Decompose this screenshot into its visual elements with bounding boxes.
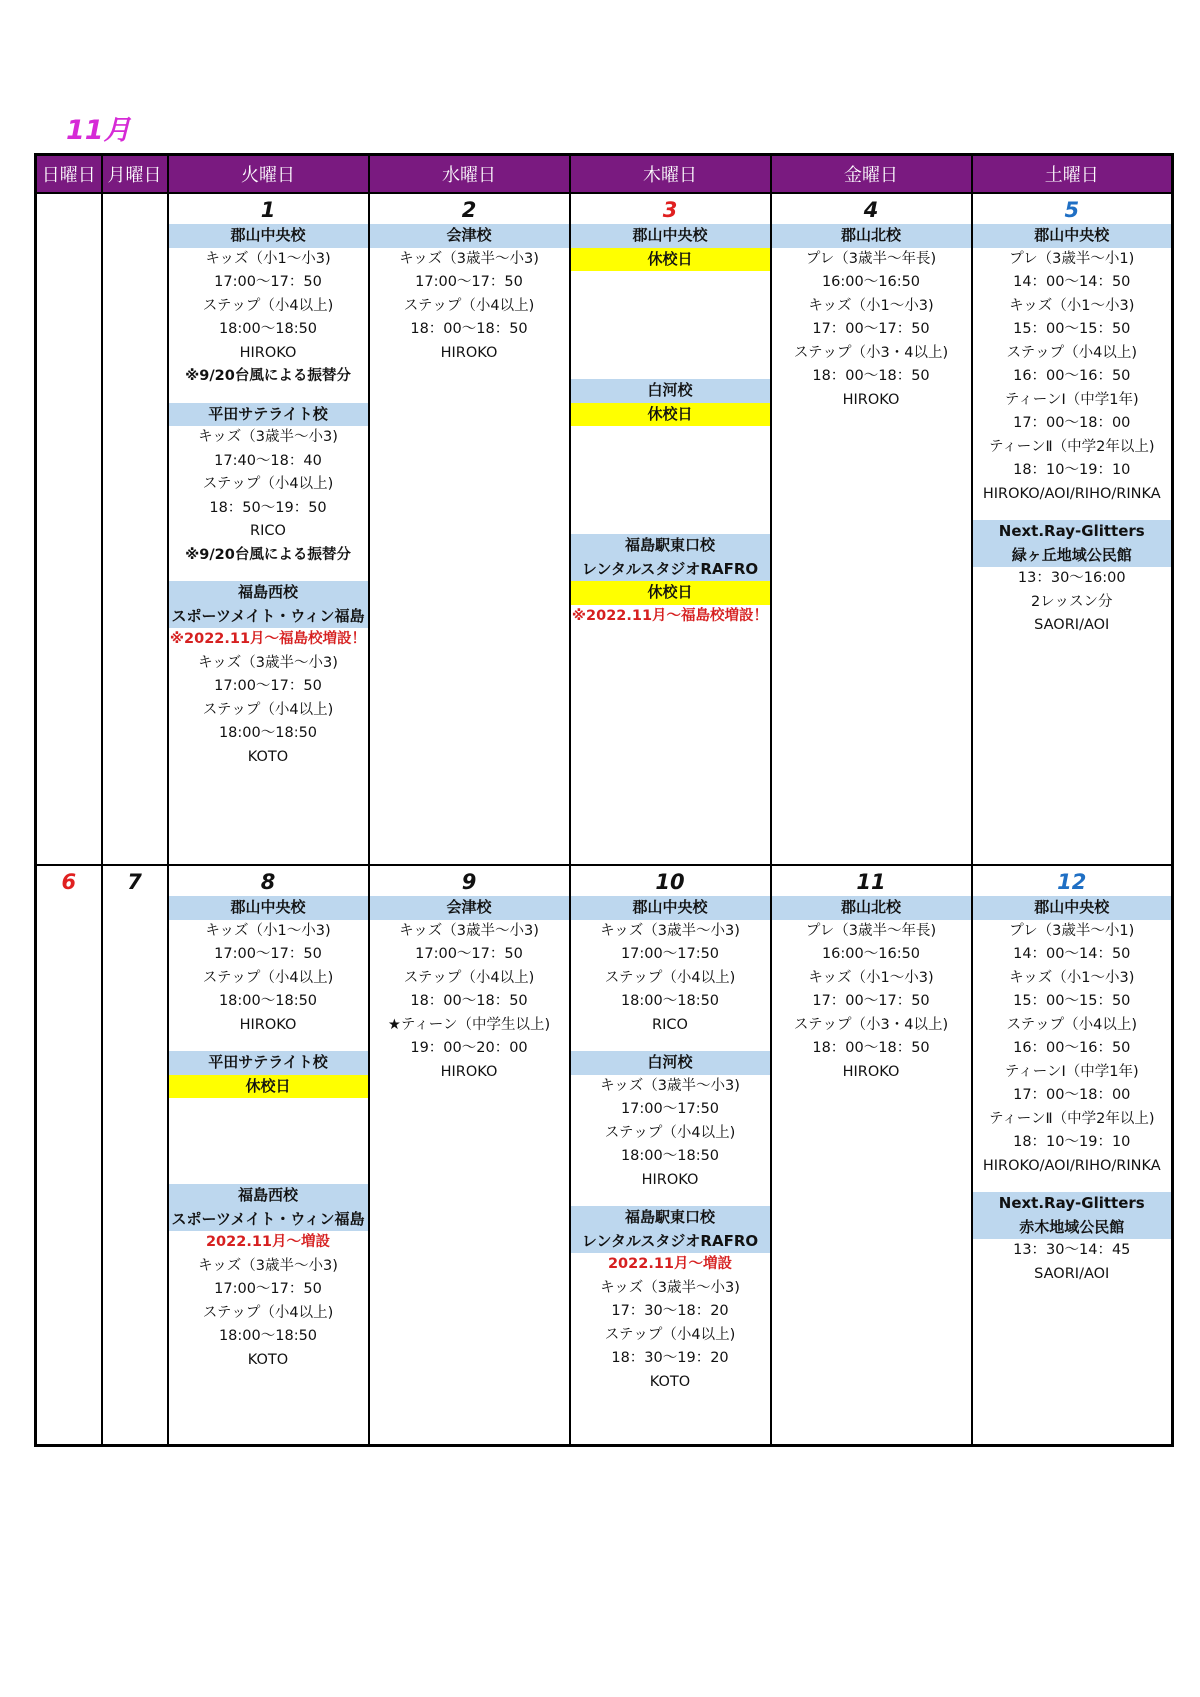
lesson-line: ティーンⅠ（中学1年) <box>1004 391 1139 408</box>
lesson-line: 18：10～19：10 <box>1013 462 1131 478</box>
lesson-line: HIROKO <box>440 344 498 361</box>
closed-day-label: 休校日 <box>571 248 770 272</box>
day-cell-sun <box>36 865 102 1446</box>
lesson-line: 19：00～20：00 <box>410 1040 528 1056</box>
day-cell-fri <box>771 865 972 1446</box>
lesson-line: 15：00～15：50 <box>1013 321 1131 337</box>
school-name: 赤木地域公民館 <box>973 1216 1172 1240</box>
lesson-line: 18:00～18:50 <box>218 725 318 741</box>
school-name: 郡山中央校 <box>973 224 1172 248</box>
day-number: 10 <box>655 870 685 894</box>
lesson-line: 17：00～18：00 <box>1013 1087 1131 1103</box>
lesson-line: 18：00～18：50 <box>410 321 528 337</box>
lesson-line: キッズ（小1～小3) <box>1009 297 1135 314</box>
lesson-line: 16:00～16:50 <box>821 274 921 290</box>
day-cell-wed <box>369 193 570 865</box>
school-block <box>169 1184 368 1372</box>
lesson-line: HIROKO/AOI/RIHO/RINKA <box>982 485 1161 502</box>
weekday-sunday: 日曜日 <box>36 155 102 194</box>
school-name: スポーツメイト・ウィン福島 <box>169 605 368 629</box>
lesson-line: 17:00～17:50 <box>620 1101 720 1117</box>
lesson-line: 17：00～18：00 <box>1013 415 1131 431</box>
lesson-line: 17:00～17：50 <box>415 946 523 962</box>
lesson-line: 15：00～15：50 <box>1013 993 1131 1009</box>
day-number: 6 <box>61 870 77 894</box>
lesson-line: 18:00～18:50 <box>218 1328 318 1344</box>
day-number: 11 <box>856 870 886 894</box>
lesson-line: 16:00～16:50 <box>821 946 921 962</box>
school-block <box>169 581 368 769</box>
lesson-line: ティーンⅡ（中学2年以上) <box>988 438 1155 455</box>
lesson-line: プレ（3歳半～年長) <box>805 922 937 939</box>
school-name: 白河校 <box>571 379 770 403</box>
lesson-line: 17:00～17:50 <box>620 946 720 962</box>
school-block <box>772 896 971 1084</box>
lesson-line: 18：00～18：50 <box>812 1040 930 1056</box>
day-cell-thu <box>570 193 771 865</box>
weekday-tuesday: 火曜日 <box>168 155 369 194</box>
lesson-line: 17:40～18：40 <box>214 452 322 469</box>
weekday-saturday: 土曜日 <box>972 155 1173 194</box>
lesson-line: 18：00～18：50 <box>812 368 930 384</box>
lesson-line: キッズ（小1～小3) <box>1009 969 1135 986</box>
day-cell-thu <box>570 865 771 1446</box>
day-number: 12 <box>1057 870 1087 894</box>
lesson-line: 18:00～18:50 <box>620 1148 720 1164</box>
school-block <box>973 520 1172 638</box>
day-number: 5 <box>1064 198 1080 222</box>
lesson-line: HIROKO/AOI/RIHO/RINKA <box>982 1157 1161 1174</box>
day-number: 9 <box>461 870 477 894</box>
lesson-line: 18：00～18：50 <box>410 993 528 1009</box>
lesson-line: 14：00～14：50 <box>1013 946 1131 962</box>
lesson-line: ステップ（小4以上) <box>403 969 535 986</box>
school-name: 福島西校 <box>169 581 368 605</box>
lesson-line: HIROKO <box>239 344 297 361</box>
expansion-notice: 2022.11月～増設 <box>607 1256 733 1272</box>
lesson-line: キッズ（小1～小3) <box>205 250 331 267</box>
school-name: Next.Ray-Glitters <box>973 520 1172 544</box>
weekday-wednesday: 水曜日 <box>369 155 570 194</box>
school-name: 福島西校 <box>169 1184 368 1208</box>
day-number: 8 <box>260 870 276 894</box>
lesson-line: 13：30～14：45 <box>1013 1242 1131 1258</box>
school-name: 郡山中央校 <box>169 896 368 920</box>
lesson-line: 17：00～17：50 <box>812 993 930 1009</box>
school-block <box>571 1206 770 1394</box>
lesson-line: キッズ（3歳半～小3) <box>600 1077 740 1094</box>
lesson-line: ステップ（小3・4以上) <box>793 1016 949 1033</box>
lesson-line: キッズ（小1～小3) <box>205 922 331 939</box>
expansion-notice: ※2022.11月～福島校増設！ <box>571 607 769 624</box>
lesson-line: プレ（3歳半～小1) <box>1009 922 1135 939</box>
lesson-line: KOTO <box>247 1351 289 1368</box>
school-block <box>571 1051 770 1192</box>
day-cell-tue <box>168 193 369 865</box>
day-cell-sat <box>972 193 1173 865</box>
school-block <box>973 1192 1172 1286</box>
lesson-line: 13：30～16:00 <box>1017 570 1126 586</box>
day-cell-fri <box>771 193 972 865</box>
school-name: 郡山中央校 <box>571 896 770 920</box>
weekday-monday: 月曜日 <box>102 155 168 194</box>
lesson-line: 17:00～17：50 <box>415 274 523 290</box>
school-name: 郡山中央校 <box>571 224 770 248</box>
lesson-line: 17:00～17：50 <box>214 1281 322 1297</box>
lesson-line: RICO <box>250 523 286 539</box>
lesson-line: 18：10～19：10 <box>1013 1134 1131 1150</box>
lesson-line: ステップ（小4以上) <box>604 969 736 986</box>
school-block <box>169 403 368 568</box>
lesson-line: 16：00～16：50 <box>1013 368 1131 384</box>
lesson-line: 18：30～19：20 <box>611 1350 729 1366</box>
school-name: 平田サテライト校 <box>169 403 368 427</box>
weekday-header-row <box>36 155 1173 194</box>
lesson-line: HIROKO <box>842 391 900 408</box>
lesson-line: 18:00～18:50 <box>620 993 720 1009</box>
lesson-line: HIROKO <box>641 1171 699 1188</box>
lesson-line: ステップ（小4以上) <box>1006 1016 1138 1033</box>
school-block <box>370 896 569 1084</box>
lesson-line: 18:00～18:50 <box>218 321 318 337</box>
school-block <box>571 896 770 1037</box>
day-number: 4 <box>863 198 879 222</box>
closed-day-label: 休校日 <box>571 581 770 605</box>
lesson-line: ステップ（小4以上) <box>202 701 334 718</box>
school-name: スポーツメイト・ウィン福島 <box>169 1208 368 1232</box>
lesson-line: ティーンⅡ（中学2年以上) <box>988 1110 1155 1127</box>
lesson-line: ステップ（小4以上) <box>202 969 334 986</box>
lesson-line: RICO <box>652 1016 688 1033</box>
school-block <box>571 534 770 628</box>
lesson-line: キッズ（3歳半～小3) <box>600 1279 740 1296</box>
lesson-line: 18：50～19：50 <box>209 499 327 516</box>
lesson-line: プレ（3歳半～小1) <box>1009 250 1135 267</box>
lesson-line: ティーンⅠ（中学1年) <box>1004 1063 1139 1080</box>
expansion-notice: 2022.11月～増設 <box>205 1234 331 1250</box>
lesson-line: KOTO <box>247 748 289 765</box>
lesson-line: ステップ（小4以上) <box>604 1124 736 1141</box>
school-block <box>169 1051 368 1098</box>
day-cell-sat <box>972 865 1173 1446</box>
month-title: 11月 <box>66 115 131 146</box>
lesson-line: 16：00～16：50 <box>1013 1040 1131 1056</box>
school-block <box>370 224 569 365</box>
school-name: 平田サテライト校 <box>169 1051 368 1075</box>
lesson-line: キッズ（小1～小3) <box>808 297 934 314</box>
school-name: 郡山北校 <box>772 224 971 248</box>
lesson-line: キッズ（3歳半～小3) <box>399 250 539 267</box>
lesson-line: ステップ（小4以上) <box>1006 344 1138 361</box>
school-block <box>169 224 368 389</box>
weekday-friday: 金曜日 <box>771 155 972 194</box>
lesson-line: 2レッスン分 <box>1030 593 1113 610</box>
school-block <box>571 379 770 426</box>
school-name: 緑ヶ丘地域公民館 <box>973 544 1172 568</box>
day-cell-sun <box>36 193 102 865</box>
lesson-line: 14：00～14：50 <box>1013 274 1131 290</box>
school-name: レンタルスタジオRAFRO <box>571 558 770 582</box>
lesson-line: ステップ（小4以上) <box>202 297 334 314</box>
lesson-line: ステップ（小4以上) <box>202 476 334 492</box>
schedule-calendar <box>34 153 1174 1447</box>
school-name: 郡山北校 <box>772 896 971 920</box>
day-number: 1 <box>260 198 276 222</box>
lesson-line: キッズ（3歳半～小3) <box>600 922 740 939</box>
lesson-line: キッズ（3歳半～小3) <box>198 1257 338 1274</box>
day-number: 7 <box>127 870 142 894</box>
lesson-line: KOTO <box>649 1373 691 1390</box>
lesson-line: プレ（3歳半～年長) <box>805 250 937 267</box>
day-cell-mon <box>102 865 168 1446</box>
expansion-notice: ※2022.11月～福島校増設！ <box>169 631 367 647</box>
lesson-line: ステップ（小4以上) <box>403 297 535 314</box>
week-row-2 <box>36 865 1173 1446</box>
lesson-line: キッズ（3歳半～小3) <box>198 429 338 445</box>
lesson-line: ステップ（小3・4以上) <box>793 344 949 361</box>
day-cell-tue <box>168 865 369 1446</box>
lesson-line: HIROKO <box>842 1063 900 1080</box>
lesson-line: HIROKO <box>239 1016 297 1033</box>
school-name: 会津校 <box>370 224 569 248</box>
day-cell-wed <box>369 865 570 1446</box>
closed-day-label: 休校日 <box>571 403 770 427</box>
lesson-line: SAORI/AOI <box>1034 1265 1110 1282</box>
day-number <box>103 194 167 224</box>
lesson-line: HIROKO <box>440 1063 498 1080</box>
day-cell-mon <box>102 193 168 865</box>
lesson-line: ステップ（小4以上) <box>202 1304 334 1321</box>
week-row-1 <box>36 193 1173 865</box>
school-name: 郡山中央校 <box>973 896 1172 920</box>
lesson-line: 17:00～17：50 <box>214 274 322 290</box>
lesson-line: 18:00～18:50 <box>218 993 318 1009</box>
school-block <box>772 224 971 412</box>
lesson-line: キッズ（3歳半～小3) <box>198 654 338 671</box>
school-name: 会津校 <box>370 896 569 920</box>
closed-day-label: 休校日 <box>169 1075 368 1099</box>
lesson-line: ステップ（小4以上) <box>604 1326 736 1343</box>
lesson-line: キッズ（3歳半～小3) <box>399 922 539 939</box>
lesson-line: 17:00～17：50 <box>214 678 322 694</box>
makeup-note: ※9/20台風による振替分 <box>185 368 351 384</box>
school-name: Next.Ray-Glitters <box>973 1192 1172 1216</box>
lesson-line: ★ティーン（中学生以上) <box>387 1016 551 1033</box>
school-name: 福島駅東口校 <box>571 534 770 558</box>
day-number: 2 <box>461 198 477 222</box>
school-name: 白河校 <box>571 1051 770 1075</box>
makeup-note: ※9/20台風による振替分 <box>185 546 351 563</box>
school-block <box>973 896 1172 1178</box>
school-block <box>973 224 1172 506</box>
lesson-line: 17：30～18：20 <box>611 1303 729 1319</box>
school-block <box>169 896 368 1037</box>
lesson-line: 17：00～17：50 <box>812 321 930 337</box>
lesson-line: SAORI/AOI <box>1034 617 1110 633</box>
weekday-thursday: 木曜日 <box>570 155 771 194</box>
lesson-line: キッズ（小1～小3) <box>808 969 934 986</box>
school-block <box>571 224 770 271</box>
school-name: 福島駅東口校 <box>571 1206 770 1230</box>
school-name: レンタルスタジオRAFRO <box>571 1230 770 1254</box>
lesson-line: 17:00～17：50 <box>214 946 322 962</box>
day-number: 3 <box>662 198 678 222</box>
school-name: 郡山中央校 <box>169 224 368 248</box>
day-number <box>37 194 101 224</box>
